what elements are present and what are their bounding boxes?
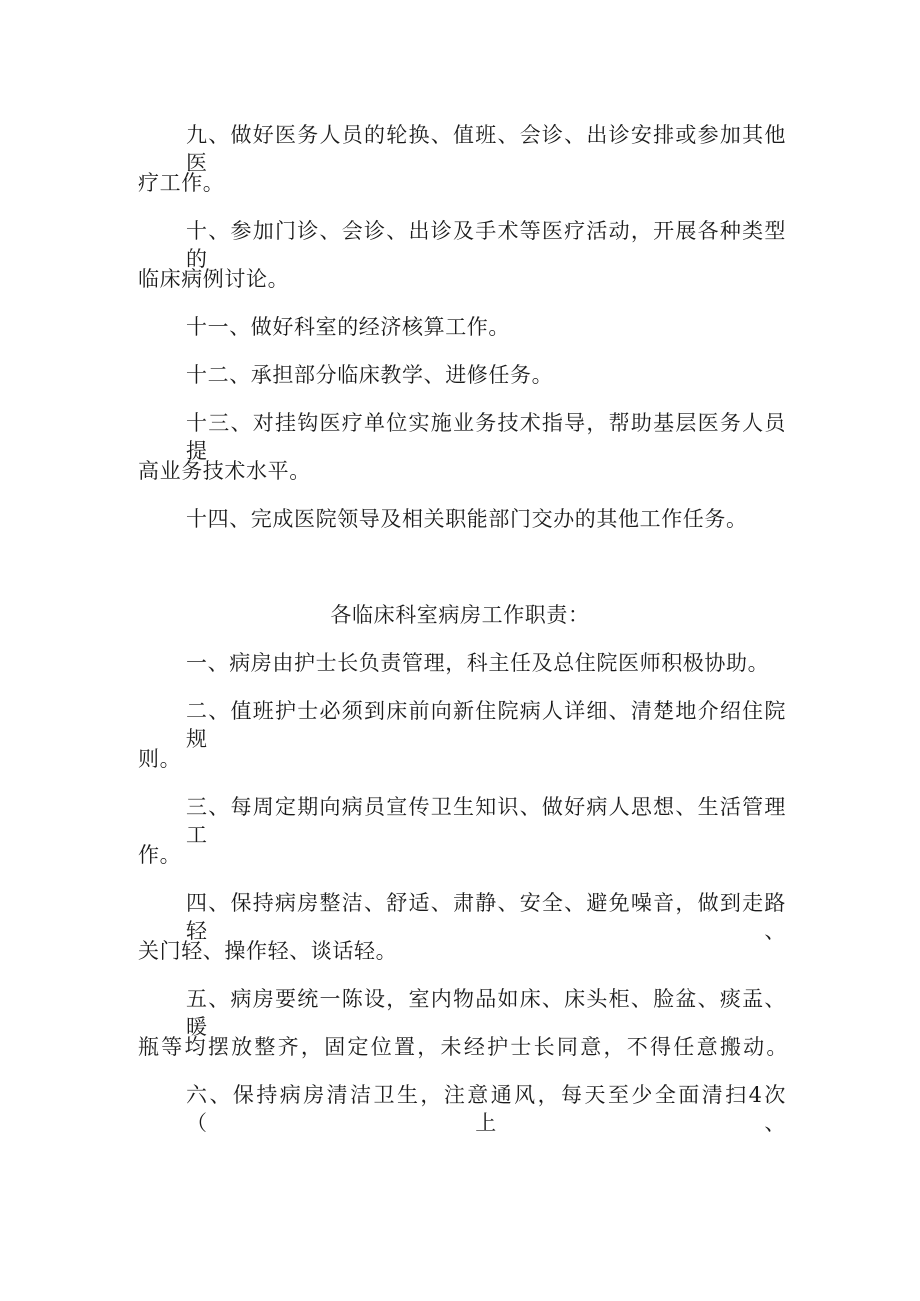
ward-duty-1: 一、病房由护士长负责管理，科主任及总住院医师积极协助。	[186, 651, 770, 675]
paragraph-10-line-2: 临床病例讨论。	[138, 267, 290, 291]
ward-duty-5-line-2: 瓶等均摆放整齐，固定位置，未经护士长同意，不得任意搬动。	[138, 1035, 788, 1059]
paragraph-13-line-2: 高业务技术水平。	[138, 459, 311, 483]
paragraph-12: 十二、承担部分临床教学、进修任务。	[186, 363, 554, 387]
paragraph-11: 十一、做好科室的经济核算工作。	[186, 315, 510, 339]
ward-duty-3-line-2: 作。	[138, 843, 182, 867]
paragraph-9-line-1: 九、做好医务人员的轮换、值班、会诊、出诊安排或参加其他医	[186, 123, 786, 175]
ward-duty-2-line-2: 则。	[138, 747, 182, 771]
paragraph-10-line-1: 十、参加门诊、会诊、出诊及手术等医疗活动，开展各种类型的	[186, 219, 786, 271]
ward-duty-3-line-1: 三、每周定期向病员宣传卫生知识、做好病人思想、生活管理工	[186, 795, 786, 847]
section-title: 各临床科室病房工作职责：	[330, 603, 590, 627]
ward-duty-6-line-1: 六、保持病房清洁卫生，注意通风，每天至少全面清扫4次（上、	[186, 1083, 786, 1135]
ward-duty-2-line-1: 二、值班护士必须到床前向新住院病人详细、清楚地介绍住院规	[186, 699, 786, 751]
ward-duty-5-line-1: 五、病房要统一陈设，室内物品如床、床头柜、脸盆、痰盂、暖	[186, 987, 786, 1039]
paragraph-9-line-2: 疗工作。	[138, 171, 225, 195]
ward-duty-4-line-1: 四、保持病房整洁、舒适、肃静、安全、避免噪音，做到走路轻、	[186, 891, 786, 943]
paragraph-14: 十四、完成医院领导及相关职能部门交办的其他工作任务。	[186, 507, 748, 531]
ward-duty-4-line-2: 关门轻、操作轻、谈话轻。	[138, 939, 398, 963]
paragraph-13-line-1: 十三、对挂钩医疗单位实施业务技术指导，帮助基层医务人员提	[186, 411, 786, 463]
